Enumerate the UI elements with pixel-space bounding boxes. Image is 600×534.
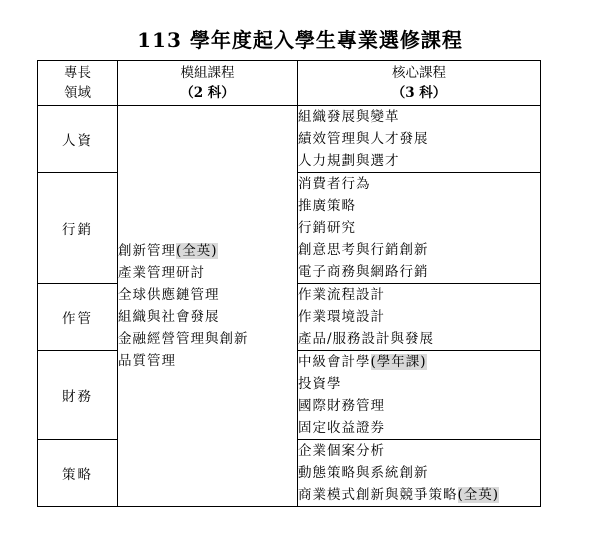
module-item: 產業管理研討 [118,265,205,281]
page-title: 113 學年度起入學生專業選修課程 [137,28,463,52]
header-area-line1: 專長 [64,65,91,81]
table-row [38,106,541,173]
core-cell [298,351,541,440]
module-cell [118,106,298,507]
course-table [37,60,541,507]
core-item: 中級會計學(學年課) [298,354,427,370]
header-module-line1: 模組課程 [180,65,235,81]
module-item: 金融經營管理與創新 [118,331,249,347]
header-module-line2: （2 科） [180,85,235,101]
core-item: 推廣策略 [298,198,356,214]
core-item: 績效管理與人才發展 [298,131,429,147]
core-item: 消費者行為 [298,176,371,192]
core-item: 動態策略與系統創新 [298,465,429,481]
core-item: 行銷研究 [298,220,356,236]
core-item: 創意思考與行銷創新 [298,242,429,258]
english-taught-note: (全英) [176,243,218,259]
area-cell: 策略 [38,440,118,507]
area-cell: 作管 [38,284,118,351]
core-item: 組織發展與變革 [298,109,400,125]
core-item: 人力規劃與選才 [298,153,400,169]
core-item: 作業流程設計 [298,287,385,303]
table-header-row [38,61,541,106]
header-core-line1: 核心課程 [392,65,446,81]
module-item: 組織與社會發展 [118,309,220,325]
english-taught-note: (全英) [457,487,500,503]
core-item: 商業模式創新與競爭策略(全英) [298,487,500,503]
module-item: 創新管理(全英) [118,243,218,259]
core-item: 電子商務與網路行銷 [298,264,429,280]
core-cell [298,284,541,351]
core-cell [298,173,541,284]
area-cell: 財務 [38,351,118,440]
area-cell: 行銷 [38,173,118,284]
core-item: 投資學 [298,376,342,392]
core-item: 作業環境設計 [298,309,385,325]
header-module [118,61,298,106]
module-item: 品質管理 [118,353,176,369]
header-area-line2: 領域 [64,85,91,101]
full-year-note: (學年課) [370,354,427,370]
header-area [38,61,118,106]
core-cell [298,106,541,173]
area-cell: 人資 [38,106,118,173]
core-item: 產品/服務設計與發展 [298,331,435,347]
core-item: 固定收益證券 [298,420,385,436]
header-core [298,61,541,106]
header-core-line2: （3 科） [391,85,447,101]
core-item: 企業個案分析 [298,443,385,459]
core-item: 國際財務管理 [298,398,385,414]
core-cell [298,440,541,507]
module-item: 全球供應鏈管理 [118,287,220,303]
